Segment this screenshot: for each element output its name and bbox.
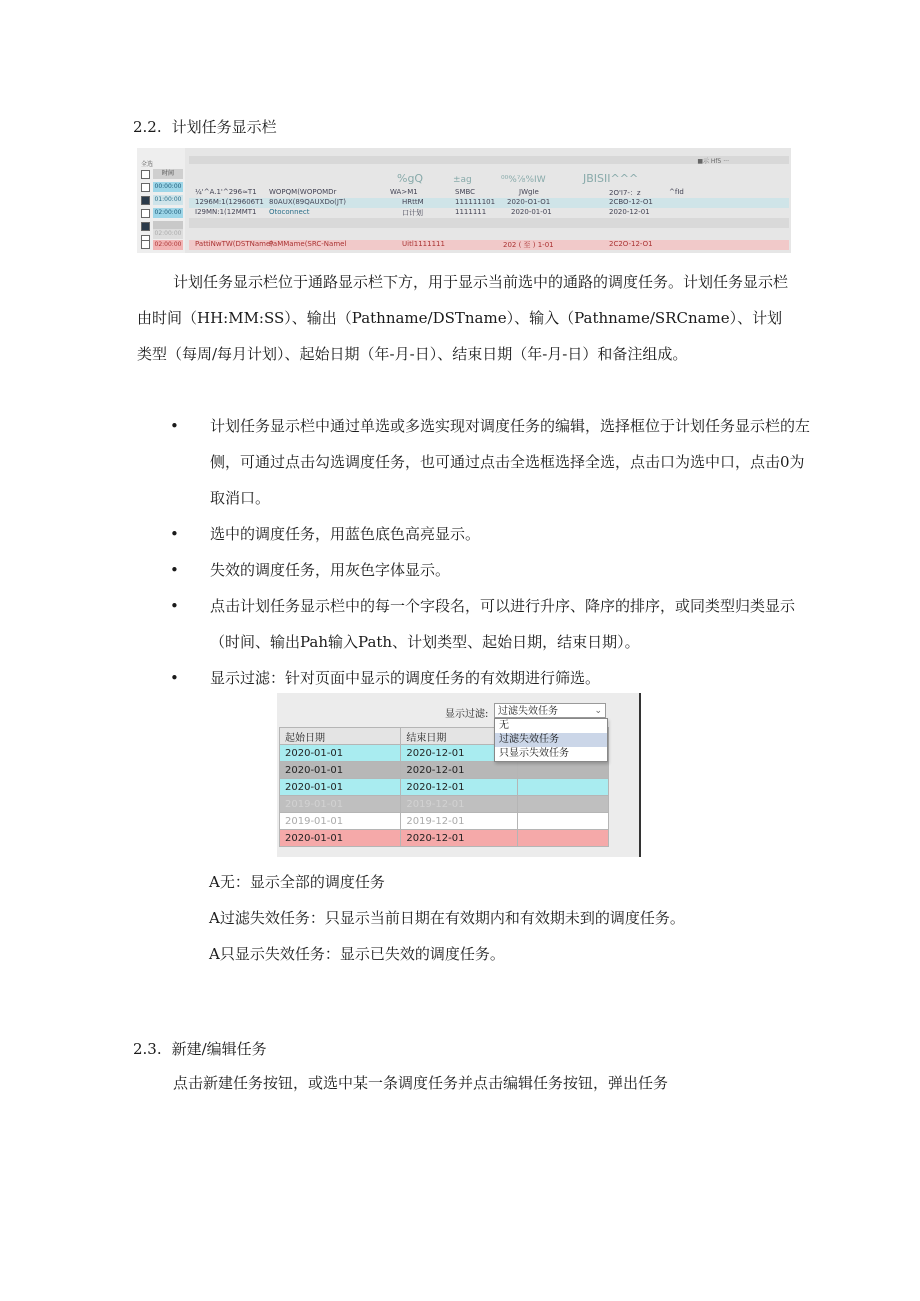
- row-checkbox[interactable]: [141, 240, 150, 249]
- cell: [517, 830, 608, 847]
- dropdown-option-only-invalid[interactable]: 只显示失效任务: [499, 748, 569, 759]
- cell: I29MN:1(12MMT1: [195, 208, 257, 216]
- cell-end: 2020-12-01: [401, 779, 517, 796]
- table-row[interactable]: [189, 208, 789, 218]
- cell: SMBC: [455, 188, 476, 196]
- list-item: [170, 552, 810, 588]
- toolbar: [189, 156, 789, 164]
- filter-select[interactable]: [494, 703, 606, 718]
- select-all-checkbox[interactable]: [141, 170, 150, 179]
- cell: 2020-12-01: [609, 208, 650, 216]
- row-time: 02:00:00: [154, 230, 182, 237]
- cell: 2020-O1-O1: [507, 198, 551, 206]
- cell-end: 2020-12-01: [401, 745, 517, 762]
- section-number: 2.2.: [133, 118, 162, 136]
- row-checkbox[interactable]: [141, 196, 150, 205]
- note-item: A无：显示全部的调度任务: [209, 873, 385, 891]
- filter-dropdown-menu: [494, 718, 608, 762]
- cell: 2020-01-01: [511, 208, 552, 216]
- row-time: 02:00:00: [154, 241, 182, 248]
- list-item-text: 计划任务显示栏中通过单选或多选实现对调度任务的编辑，选择框位于计划任务显示栏的左侧，可通过点击勾选调度任务，也可通过点击全选框选择全选，点击口为选中口，点击0为取消口。: [210, 417, 811, 507]
- row-checkbox[interactable]: [141, 209, 150, 218]
- row-time: 01:00:00: [154, 196, 182, 203]
- table-row[interactable]: [189, 240, 789, 250]
- column-header[interactable]: ⁰⁰%⅞%IW: [501, 175, 546, 185]
- cell-start: 2020-01-01: [280, 745, 401, 762]
- list-item-text: 点击计划任务显示栏中的每一个字段名，可以进行升序、降序的排序，或同类型归类显示（时间、输出Pah输入Path、计划类型、起始日期，结束日期）。: [210, 597, 796, 651]
- cell-start: 2019-01-01: [280, 813, 401, 830]
- cell: WOPQM(WOPOMDr: [269, 188, 337, 196]
- cell: ^fId: [669, 188, 684, 196]
- note-item: A只显示失效任务：显示已失效的调度任务。: [209, 945, 505, 963]
- cell: Otoconnect: [269, 208, 310, 216]
- cell: 2C2O-12-O1: [609, 240, 653, 248]
- table-row[interactable]: [280, 813, 609, 830]
- section-heading-2-3: [133, 1038, 267, 1059]
- table-row[interactable]: [280, 830, 609, 847]
- section-number: 2.3.: [133, 1040, 162, 1058]
- cell: 2CBO-12-O1: [609, 198, 653, 206]
- cell: PaMMame(SRC-Namel: [269, 240, 347, 248]
- table-row[interactable]: [280, 796, 609, 813]
- time-header[interactable]: 时间: [153, 169, 183, 179]
- bullet-mark: •: [170, 417, 179, 435]
- cell: Uitl1111111: [402, 240, 445, 248]
- cell: 111111101: [455, 198, 496, 206]
- section-heading-2-2: [133, 116, 277, 137]
- cell: [517, 779, 608, 796]
- paragraph: 点击新建任务按钮，或选中某一条调度任务并点击编辑任务按钮，弹出任务: [173, 1074, 669, 1092]
- filter-notes: [209, 864, 685, 972]
- table-row[interactable]: [280, 762, 609, 779]
- selection-column: [137, 148, 185, 253]
- cell: [517, 813, 608, 830]
- cell: WA>M1: [390, 188, 418, 196]
- paragraph: 计划任务显示栏位于通路显示栏下方，用于显示当前选中的通路的调度任务。计划任务显示栏由时间（HH:MM:SS）、输出（Pathname/DSTname）、输入（Pathname/SRCname）、计划类型（每周/每月计划）、起始日期（年-月-日）、结束日期（年-月-日）和备注组成。: [137, 273, 789, 363]
- cell: 1296M:1(129606T1: [195, 198, 264, 206]
- table-row[interactable]: [189, 198, 789, 208]
- list-item: [170, 516, 810, 552]
- cell-end: 2019-12-01: [401, 796, 517, 813]
- cell: JWgIe: [519, 188, 539, 196]
- cell-start: 2020-01-01: [280, 779, 401, 796]
- cell-end: 2020-12-01: [401, 762, 517, 779]
- select-all-label: 全选: [141, 161, 154, 168]
- list-item: [170, 408, 810, 516]
- table-row[interactable]: [189, 188, 789, 198]
- toolbar-text: ■示 Hf5 ···: [697, 158, 729, 165]
- row-time: 00:00:00: [154, 183, 182, 190]
- column-header[interactable]: %gQ: [397, 172, 424, 185]
- cell: 202 ( 至 ) 1-01: [503, 241, 554, 249]
- row-time: 02:00:00: [154, 209, 182, 216]
- row-checkbox[interactable]: [141, 222, 150, 231]
- section-title: 新建/编辑任务: [171, 1040, 267, 1058]
- cell: [517, 796, 608, 813]
- chevron-down-icon: ⌄: [594, 706, 602, 716]
- row-checkbox[interactable]: [141, 183, 150, 192]
- cell: PattiNwTW(DSTName): [195, 240, 274, 248]
- cell: 1111111: [455, 208, 487, 216]
- column-header[interactable]: JBISII^^^: [583, 172, 639, 185]
- table-row[interactable]: [280, 779, 609, 796]
- list-item-text: 失效的调度任务，用灰色字体显示。: [210, 561, 451, 579]
- bullet-mark: •: [170, 561, 179, 579]
- cell: 80AUX(89QAUXDo(JT): [269, 198, 346, 206]
- cell: 口计划: [402, 209, 423, 217]
- bullet-mark: •: [170, 669, 179, 687]
- cell: [517, 762, 608, 779]
- table-row[interactable]: [189, 218, 789, 228]
- list-item-text: 显示过滤：针对页面中显示的调度任务的有效期进行筛选。: [210, 669, 601, 687]
- cell: ¼'^A.1'^296≈T1: [195, 188, 257, 196]
- cell-start: 2020-01-01: [280, 762, 401, 779]
- filter-selected-value: 过滤失效任务: [498, 706, 558, 717]
- note-item: A过滤失效任务：只显示当前日期在有效期内和有效期未到的调度任务。: [209, 909, 685, 927]
- dropdown-option-none[interactable]: 无: [499, 720, 509, 731]
- list-item-text: 选中的调度任务，用蓝色底色高亮显示。: [210, 525, 481, 543]
- column-header-start-date[interactable]: 起始日期: [280, 728, 401, 745]
- schedule-table-screenshot: [137, 148, 791, 253]
- cell-start: 2020-01-01: [280, 830, 401, 847]
- cell-end: 2020-12-01: [401, 830, 517, 847]
- filter-label: 显示过滤:: [445, 709, 489, 720]
- cell-end: 2019-12-01: [401, 813, 517, 830]
- cell: 2O'I7-：z: [609, 189, 641, 197]
- bullet-mark: •: [170, 525, 179, 543]
- cell: HRttM: [402, 198, 424, 206]
- filter-screenshot: [277, 693, 641, 857]
- column-header-end-date[interactable]: 结束日期: [401, 728, 517, 745]
- dropdown-option-filter-invalid[interactable]: 过滤失效任务: [495, 733, 607, 747]
- column-header[interactable]: ±ag: [453, 175, 472, 185]
- section-title: 计划任务显示栏: [171, 118, 277, 136]
- bullet-mark: •: [170, 597, 179, 615]
- list-item: [170, 660, 810, 696]
- list-item: [170, 588, 810, 660]
- cell-start: 2019-01-01: [280, 796, 401, 813]
- bullet-list: [170, 408, 810, 696]
